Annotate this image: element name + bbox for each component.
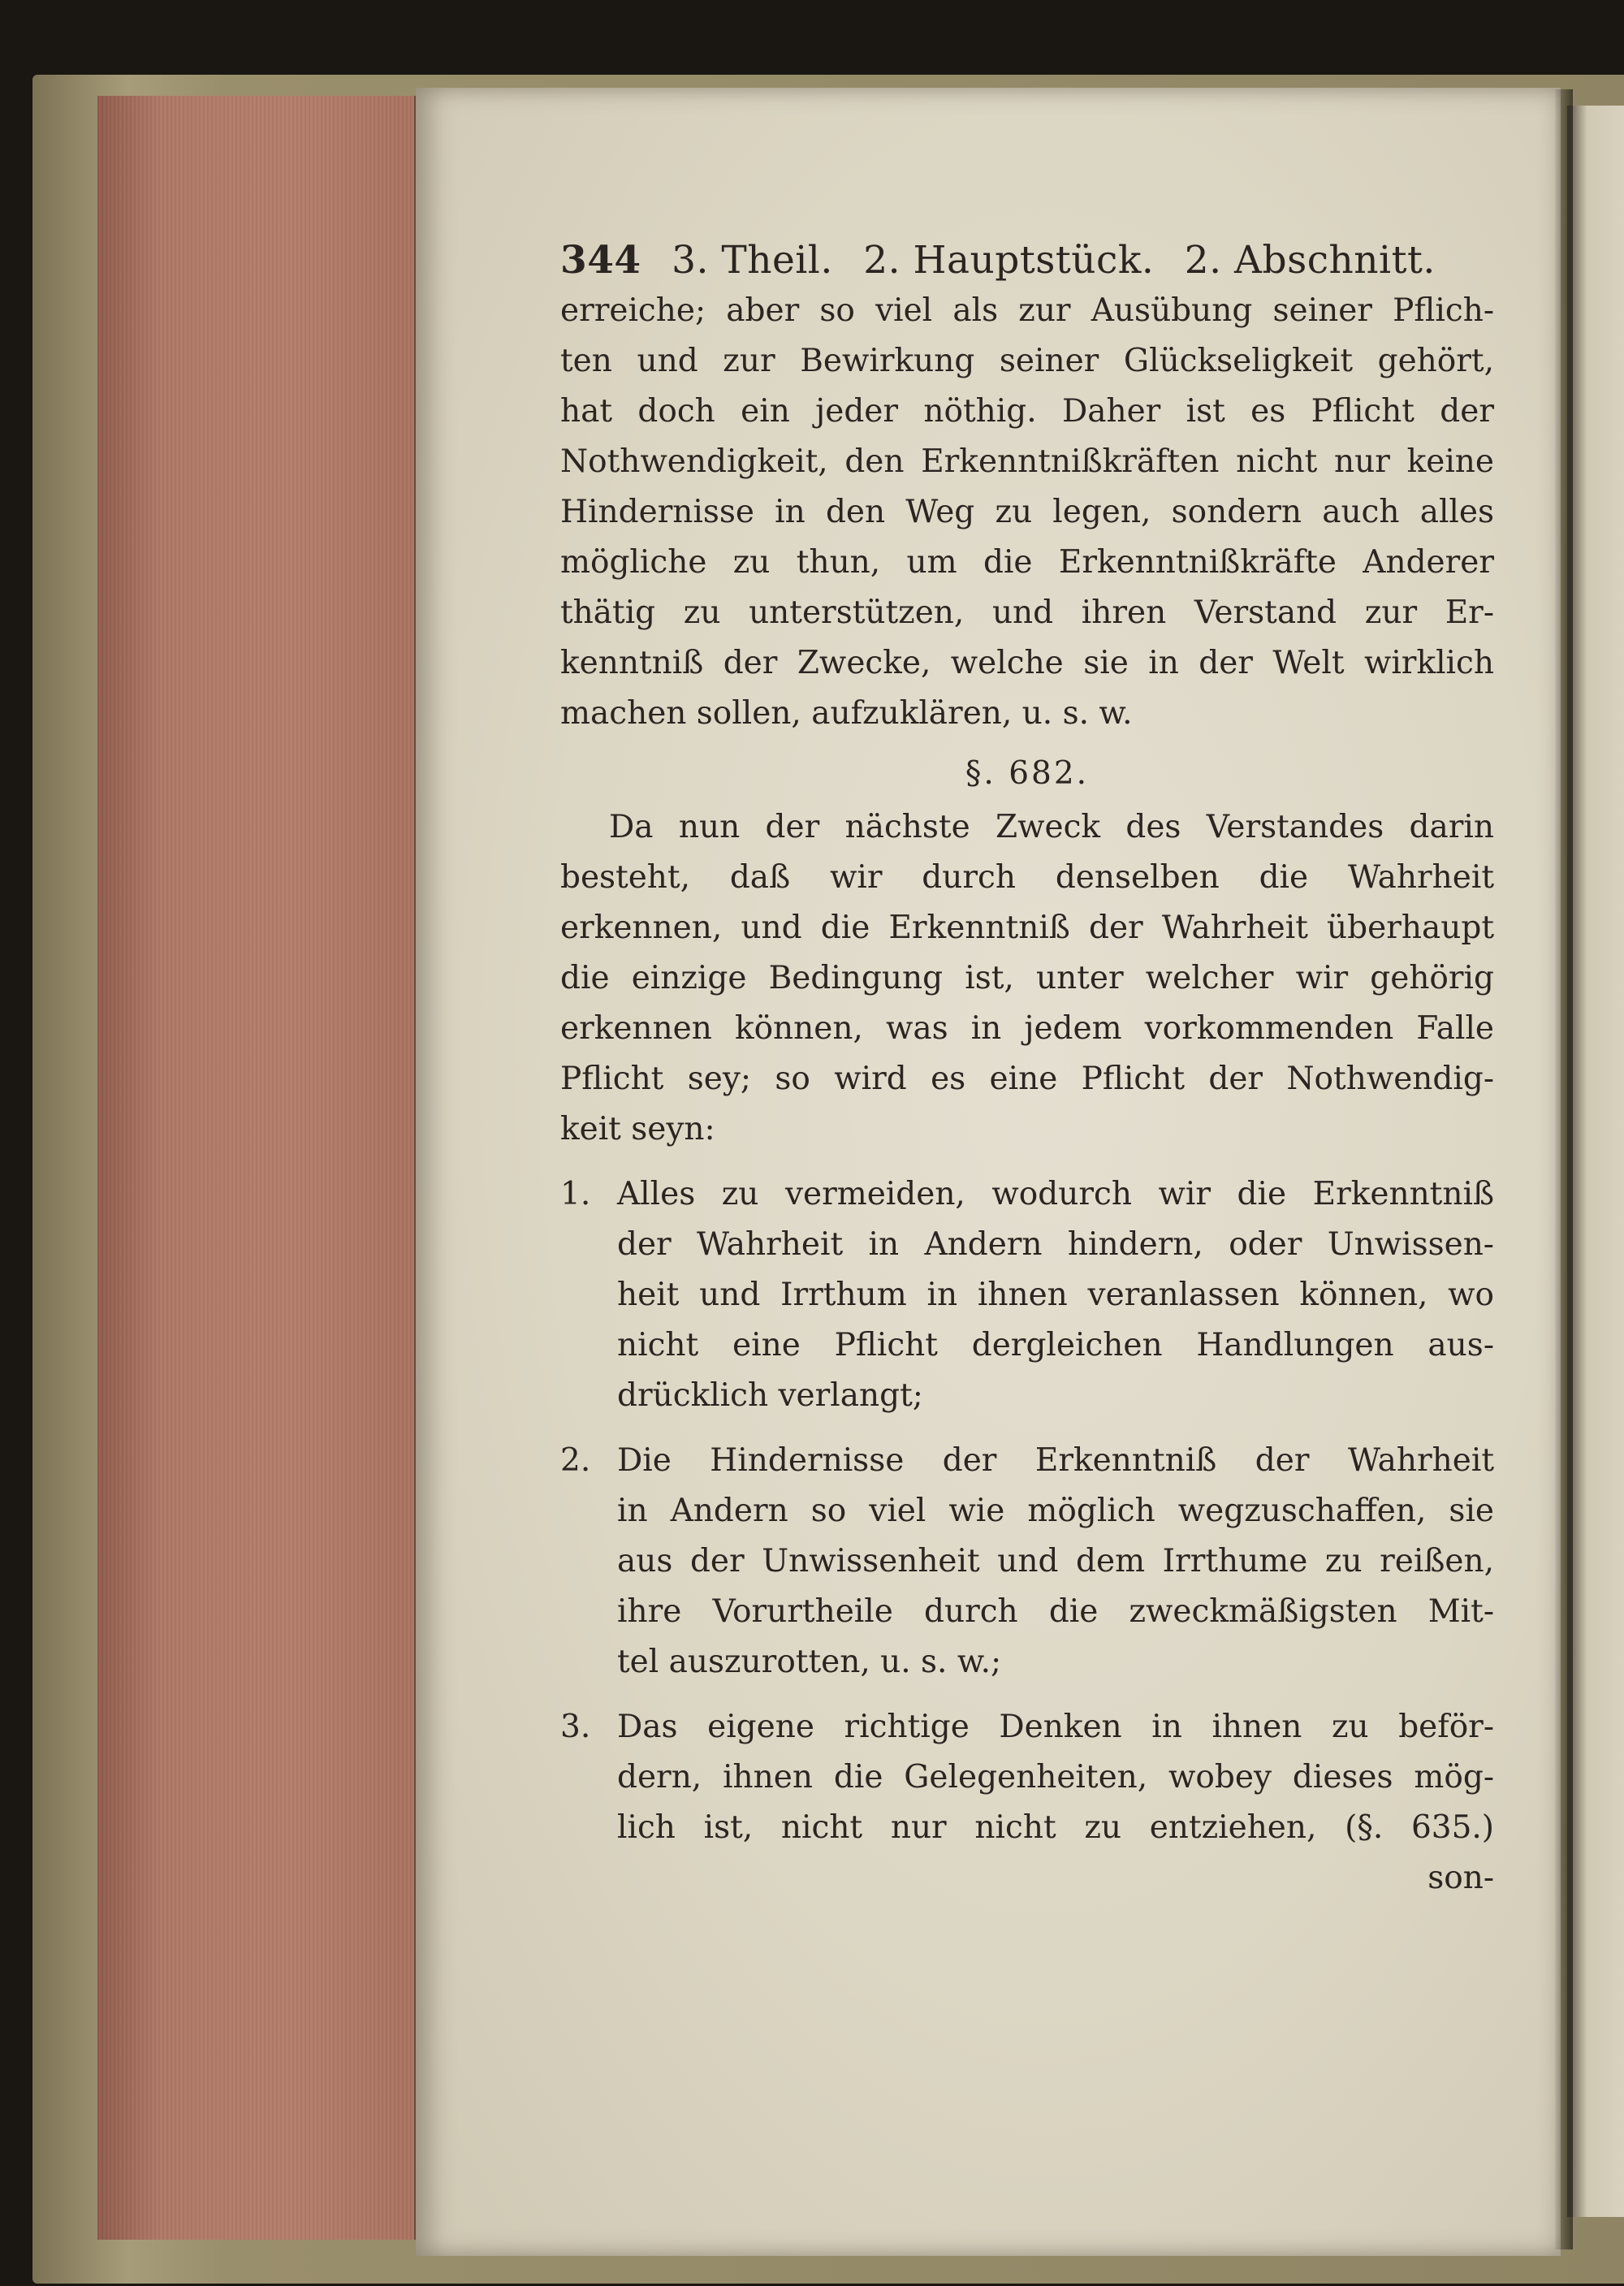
running-head-part: 3. Theil. [672,238,833,283]
text-line: mögliche zu thun, um die Erkenntnißkräfte Anderer [560,544,1494,581]
section-heading [560,749,1494,799]
text-line: lich ist, nicht nur nicht zu entziehen, (§. 635.) [617,1809,1494,1846]
text-line: erkennen, und die Erkenntniß der Wahrheit überhaupt [560,910,1494,946]
text-line: Pflicht sey; so wird es eine Pflicht der Nothwendig- [560,1061,1494,1097]
list-item-body [617,1169,1494,1421]
text-line: der Wahrheit in Andern hindern, oder Unwissen- [617,1226,1494,1263]
paragraph-682 [560,802,1494,1155]
list-item-number: 2. [560,1442,591,1479]
list-item-body [617,1702,1494,1853]
text-line: die einzige Bedingung ist, unter welcher wir gehörig [560,960,1494,996]
text-line: besteht, daß wir durch denselben die Wahrheit [560,859,1494,896]
text-line: nicht eine Pflicht dergleichen Handlungen aus- [617,1327,1494,1363]
text-line: aus der Unwissenheit und dem Irrthume zu reißen, [617,1543,1494,1579]
text-line: heit und Irrthum in ihnen veranlassen können, wo [617,1277,1494,1313]
list-item [560,1436,1494,1687]
section-number: §. 682. [965,755,1090,792]
text-line: kenntniß der Zwecke, welche sie in der Welt wirklich [560,645,1494,681]
text-line: Hindernisse in den Weg zu legen, sondern auch alles [560,494,1494,530]
text-line: hat doch ein jeder nöthig. Daher ist es Pflicht der [560,393,1494,430]
text-line: drücklich verlangt; [617,1377,923,1414]
list-item [560,1702,1494,1853]
gutter-shadow [1555,89,1573,2249]
list-item [560,1169,1494,1421]
list-item-body [617,1436,1494,1687]
text-line: Alles zu vermeiden, wodurch wir die Erkenntniß [617,1176,1494,1212]
text-line: Da nun der nächste Zweck des Verstandes darin [609,809,1494,845]
running-head-section: 2. Abschnitt. [1184,238,1436,283]
facing-page-edge [1567,106,1624,2217]
text-line: Nothwendigkeit, den Erkenntnißkräften nicht nur keine [560,443,1494,480]
text-line: tel auszurotten, u. s. w.; [617,1644,1002,1680]
text-line: erreiche; aber so viel als zur Ausübung seiner Pflich- [560,292,1494,329]
page-edges [97,96,417,2240]
text-line: ihre Vorurtheile durch die zweckmäßigsten Mit- [617,1593,1494,1630]
text-line: ten und zur Bewirkung seiner Glückseligkeit gehört, [560,343,1494,379]
page-text [560,236,1494,1904]
text-line: in Andern so viel wie möglich wegzuschaffen, sie [617,1493,1494,1529]
running-head [560,236,1494,286]
text-line: keit seyn: [560,1111,715,1147]
text-line: erkennen können, was in jedem vorkommenden Falle [560,1010,1494,1047]
text-line: Das eigene richtige Denken in ihnen zu beför- [617,1709,1494,1745]
text-line: thätig zu unterstützen, und ihren Verstand zur Er- [560,594,1494,631]
running-head-chapter: 2. Hauptstück. [863,238,1155,283]
text-line: machen sollen, aufzuklären, u. s. w. [560,695,1133,732]
list-item-number: 1. [560,1176,591,1212]
list-item-number: 3. [560,1709,591,1745]
paragraph-continuation [560,286,1494,739]
text-line: dern, ihnen die Gelegenheiten, wobey dieses mög- [617,1759,1494,1796]
catchword: son- [1427,1860,1494,1896]
text-line: Die Hindernisse der Erkenntniß der Wahrheit [617,1442,1494,1479]
page-number: 344 [560,238,641,283]
